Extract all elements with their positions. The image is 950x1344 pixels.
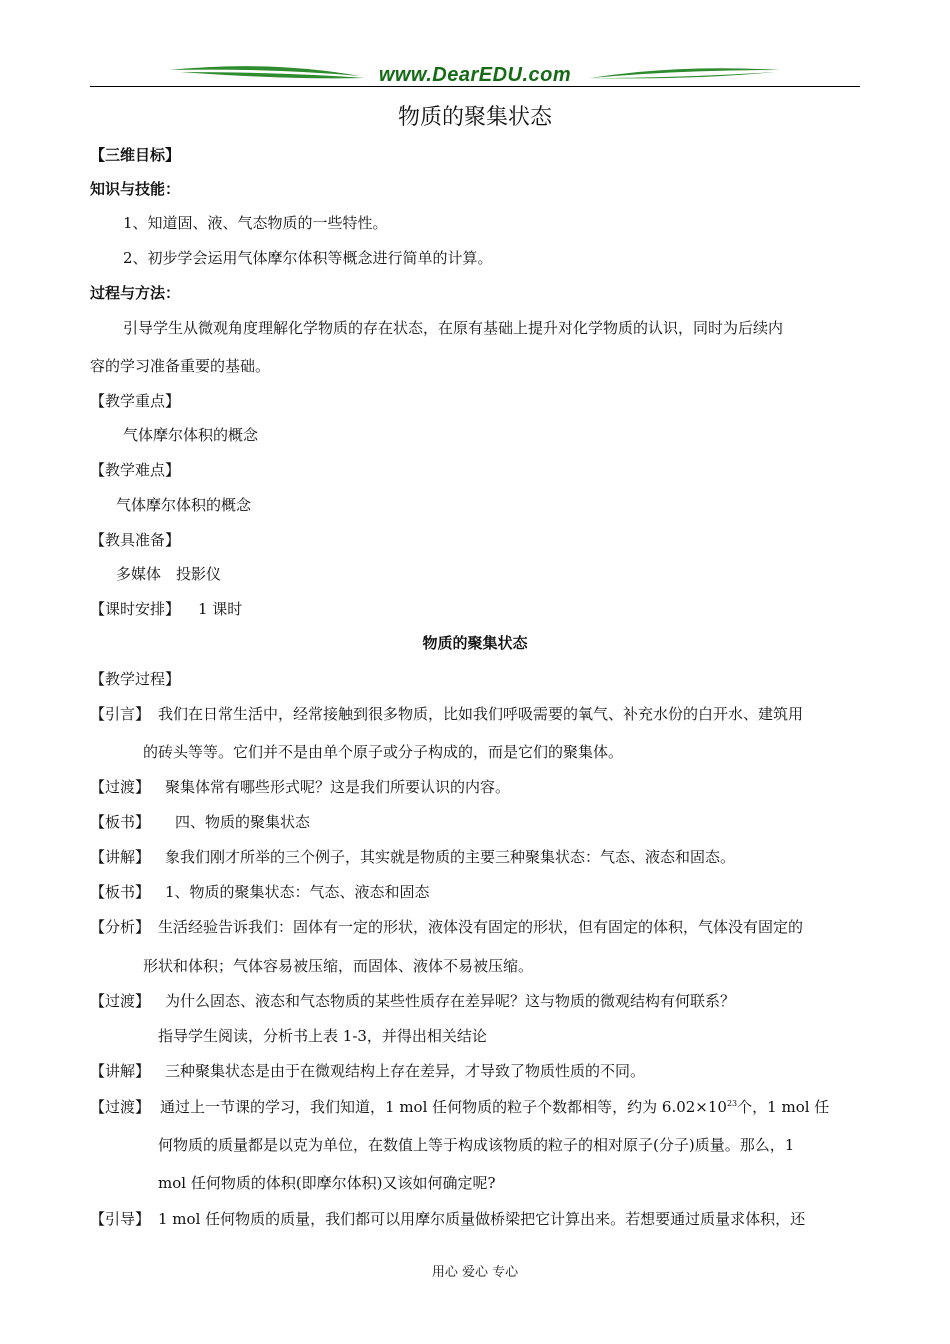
difficulty-heading: 【教学难点】 (90, 461, 181, 479)
section-title: 物质的聚集状态 (422, 634, 528, 652)
process-text: 引导学生从微观角度理解化学物质的存在状态，在原有基础上提升对化学物质的认识，同时为后续内 (123, 319, 784, 337)
step-tag: 【引导】 (90, 1210, 151, 1228)
schedule-text: 1 课时 (198, 600, 243, 618)
step-text: 我们在日常生活中，经常接触到很多物质，比如我们呼吸需要的氧气、补充水份的白开水、建筑用 (158, 705, 804, 723)
site-logo[interactable]: www.DearEDU.com (378, 64, 572, 86)
step-text: 1、物质的聚集状态：气态、液态和固态 (165, 883, 430, 901)
step-text (160, 1096, 829, 1117)
schedule-heading: 【课时安排】 (90, 600, 181, 618)
step-text: 四、物质的聚集状态 (175, 813, 311, 831)
step-text: 形状和体积；气体容易被压缩，而固体、液体不易被压缩。 (143, 957, 534, 975)
process-heading: 过程与方法： (90, 284, 181, 302)
step-text: mol 任何物质的体积(即摩尔体积)又该如何确定呢? (158, 1174, 496, 1192)
step-tag: 【分析】 (90, 918, 151, 936)
step-tag: 【板书】 (90, 813, 151, 831)
step-text: 三种聚集状态是由于在微观结构上存在差异，才导致了物质性质的不同。 (165, 1062, 646, 1080)
step-text: 聚集体常有哪些形式呢？这是我们所要认识的内容。 (165, 778, 511, 796)
step-tag: 【过渡】 (90, 778, 151, 796)
step-text: 为什么固态、液态和气态物质的某些性质存在差异呢？这与物质的微观结构有何联系？ (165, 992, 736, 1010)
difficulty-text: 气体摩尔体积的概念 (116, 496, 252, 514)
tools-heading: 【教具准备】 (90, 531, 181, 549)
step-text-part: 个，1 mol 任 (737, 1098, 830, 1116)
step-text: 指导学生阅读，分析书上表 1-3，并得出相关结论 (158, 1027, 487, 1045)
process-section-heading: 【教学过程】 (90, 670, 181, 688)
step-text: 象我们刚才所举的三个例子，其实就是物质的主要三种聚集状态：气态、液态和固态。 (165, 848, 736, 866)
page-title: 物质的聚集状态 (397, 105, 552, 130)
step-tag: 【过渡】 (90, 992, 151, 1010)
key-point-heading: 【教学重点】 (90, 392, 181, 410)
tools-text: 多媒体 投影仪 (116, 565, 222, 583)
step-tag: 【过渡】 (90, 1098, 151, 1116)
step-text: 生活经验告诉我们：固体有一定的形状，液体没有固定的形状，但有固定的体积，气体没有固定的 (158, 918, 804, 936)
page-footer: 用心 爱心 专心 (431, 1265, 519, 1280)
step-tag: 【板书】 (90, 883, 151, 901)
process-text: 容的学习准备重要的基础。 (90, 357, 271, 375)
step-text: 1 mol 任何物质的质量，我们都可以用摩尔质量做桥梁把它计算出来。若想要通过质量求体积，还 (158, 1210, 806, 1228)
step-text: 何物质的质量都是以克为单位，在数值上等于构成该物质的粒子的相对原子(分子)质量。那么，1 (158, 1136, 795, 1154)
knowledge-item: 2、初步学会运用气体摩尔体积等概念进行简单的计算。 (123, 249, 493, 267)
step-tag: 【引言】 (90, 705, 151, 723)
exponent: 23 (726, 1099, 738, 1108)
step-tag: 【讲解】 (90, 1062, 151, 1080)
key-point-text: 气体摩尔体积的概念 (123, 426, 259, 444)
knowledge-heading: 知识与技能： (90, 180, 181, 198)
knowledge-item: 1、知道固、液、气态物质的一些特性。 (123, 214, 388, 232)
header-rule (90, 86, 860, 87)
step-text-part: 通过上一节课的学习，我们知道，1 mol 任何物质的粒子个数都相等，约为 6.02×10 (160, 1098, 727, 1116)
step-tag: 【讲解】 (90, 848, 151, 866)
header-banner (90, 58, 860, 90)
goals-heading: 【三维目标】 (90, 146, 181, 164)
step-text: 的砖头等等。它们并不是由单个原子或分子构成的，而是它们的聚集体。 (143, 743, 624, 761)
